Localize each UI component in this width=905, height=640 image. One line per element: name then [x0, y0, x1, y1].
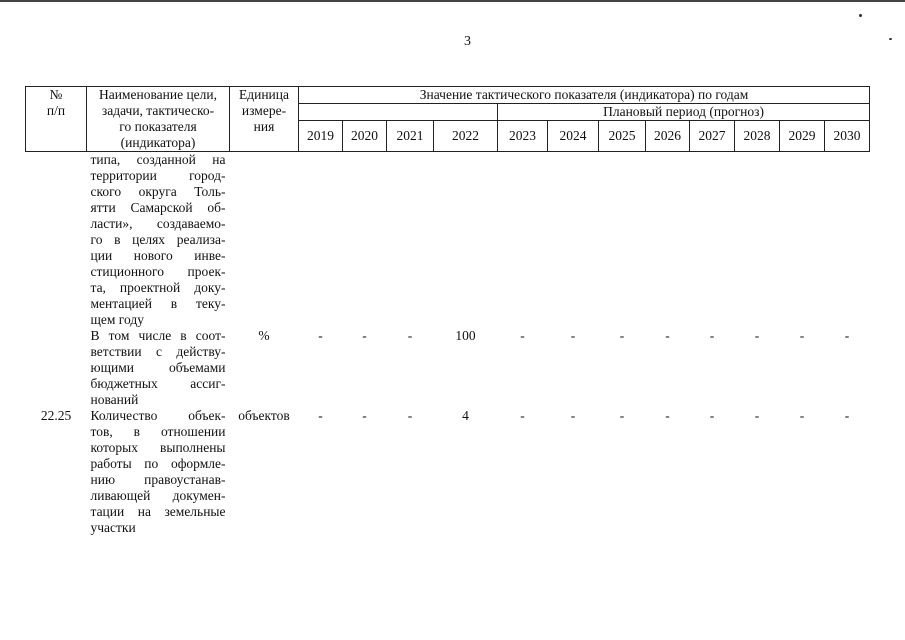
row-name-line: ласти», создаваемо- [90, 216, 226, 231]
row-name-line: ского округа Толь- [90, 184, 226, 199]
row-value [434, 152, 498, 329]
row-value [299, 152, 343, 329]
row-name-line: работы по оформле- [90, 456, 226, 471]
header-year: 2021 [387, 121, 434, 152]
row-value: - [407, 328, 413, 343]
row-value [599, 152, 646, 329]
row-name-line: ции нового инве- [90, 248, 226, 263]
indicator-table [25, 86, 870, 536]
row-name-line: нию правоустанав- [90, 472, 226, 487]
row-name-line: щем году [90, 312, 144, 327]
row-value [548, 152, 599, 329]
header-base-period [299, 104, 498, 121]
row-value: - [709, 408, 715, 423]
table-row [26, 328, 870, 408]
header-year: 2026 [646, 121, 690, 152]
row-name [87, 328, 230, 408]
row-value: - [318, 328, 323, 343]
row-value: - [665, 408, 670, 423]
row-number: 22.25 [40, 408, 72, 423]
header-name-line: го показателя [119, 119, 197, 134]
row-number [26, 152, 87, 329]
row-value [690, 152, 735, 329]
row-value: - [570, 328, 576, 343]
row-name [87, 152, 230, 329]
row-name-line: территории город- [90, 168, 226, 183]
row-name-line: бюджетных ассиг- [90, 376, 226, 391]
row-value: - [754, 408, 760, 423]
row-value: - [520, 328, 525, 343]
scan-top-rule [0, 0, 905, 2]
table-header [26, 87, 870, 152]
row-value: 100 [455, 328, 476, 343]
row-value: - [799, 408, 805, 423]
header-unit-line: ния [253, 119, 275, 134]
row-value: - [362, 328, 367, 343]
header-values-title: Значение тактического показателя (индикатора) по годам [299, 87, 870, 104]
row-name-line: ментацией в теку- [90, 296, 226, 311]
row-value: - [407, 408, 413, 423]
scan-speck [889, 38, 892, 40]
header-year: 2024 [548, 121, 599, 152]
row-name [87, 408, 230, 536]
row-value: - [570, 408, 576, 423]
header-year: 2029 [780, 121, 825, 152]
row-value: 4 [462, 408, 469, 423]
header-number [26, 87, 87, 152]
row-value [646, 152, 690, 329]
header-name-line: (индикатора) [120, 135, 196, 150]
row-value: - [619, 328, 625, 343]
row-value: - [844, 408, 850, 423]
header-name [87, 87, 230, 152]
header-year: 2030 [825, 121, 870, 152]
row-name-line: ветствии с действу- [90, 344, 226, 359]
header-year: 2027 [690, 121, 735, 152]
header-number-line: № [49, 87, 63, 102]
row-name-line: В том числе в соот- [90, 328, 226, 343]
row-name-line: Количество объек- [90, 408, 226, 423]
row-value: - [754, 328, 760, 343]
header-number-line: п/п [46, 103, 66, 118]
header-year: 2020 [343, 121, 387, 152]
header-year: 2022 [434, 121, 498, 152]
row-value [387, 152, 434, 329]
row-unit: % [258, 328, 270, 343]
header-year: 2023 [498, 121, 548, 152]
row-name-line: та, проектной доку- [90, 280, 226, 295]
header-name-line: задачи, тактическо- [101, 103, 215, 118]
header-name-line: Наименование цели, [98, 87, 218, 102]
row-value: - [799, 328, 805, 343]
row-name-line: нований [90, 392, 139, 407]
header-unit [230, 87, 299, 152]
table-row [26, 152, 870, 329]
header-unit-line: Единица [238, 87, 289, 102]
scan-speck [859, 14, 862, 17]
row-name-line: участки [90, 520, 136, 535]
row-value: - [619, 408, 625, 423]
row-name-line: типа, созданной на [90, 152, 226, 167]
header-year: 2025 [599, 121, 646, 152]
row-unit [230, 152, 299, 329]
header-planned-title: Плановый период (прогноз) [498, 104, 870, 121]
row-name-line: ятти Самарской об- [90, 200, 226, 215]
row-value [825, 152, 870, 329]
row-value [343, 152, 387, 329]
row-name-line: стиционного проек- [90, 264, 226, 279]
table-body [26, 152, 870, 537]
page-number: 3 [464, 34, 471, 49]
table-row [26, 408, 870, 536]
row-name-line: тации на земельные [90, 504, 226, 519]
row-value: - [520, 408, 525, 423]
row-value: - [844, 328, 850, 343]
row-name-line: ливающей докумен- [90, 488, 226, 503]
row-name-line: которых выполнены [90, 440, 226, 455]
header-year: 2019 [299, 121, 343, 152]
row-number [26, 328, 87, 408]
row-value: - [318, 408, 323, 423]
row-value: - [362, 408, 367, 423]
row-value [498, 152, 548, 329]
row-unit: объектов [238, 408, 290, 423]
header-unit-line: измере- [241, 103, 287, 118]
row-name-line: го в целях реализа- [90, 232, 226, 247]
row-value: - [665, 328, 670, 343]
row-name-line: ющими объемами [90, 360, 226, 375]
row-value: - [709, 328, 715, 343]
row-value [780, 152, 825, 329]
row-name-line: тов, в отношении [90, 424, 226, 439]
header-year: 2028 [735, 121, 780, 152]
row-value [735, 152, 780, 329]
